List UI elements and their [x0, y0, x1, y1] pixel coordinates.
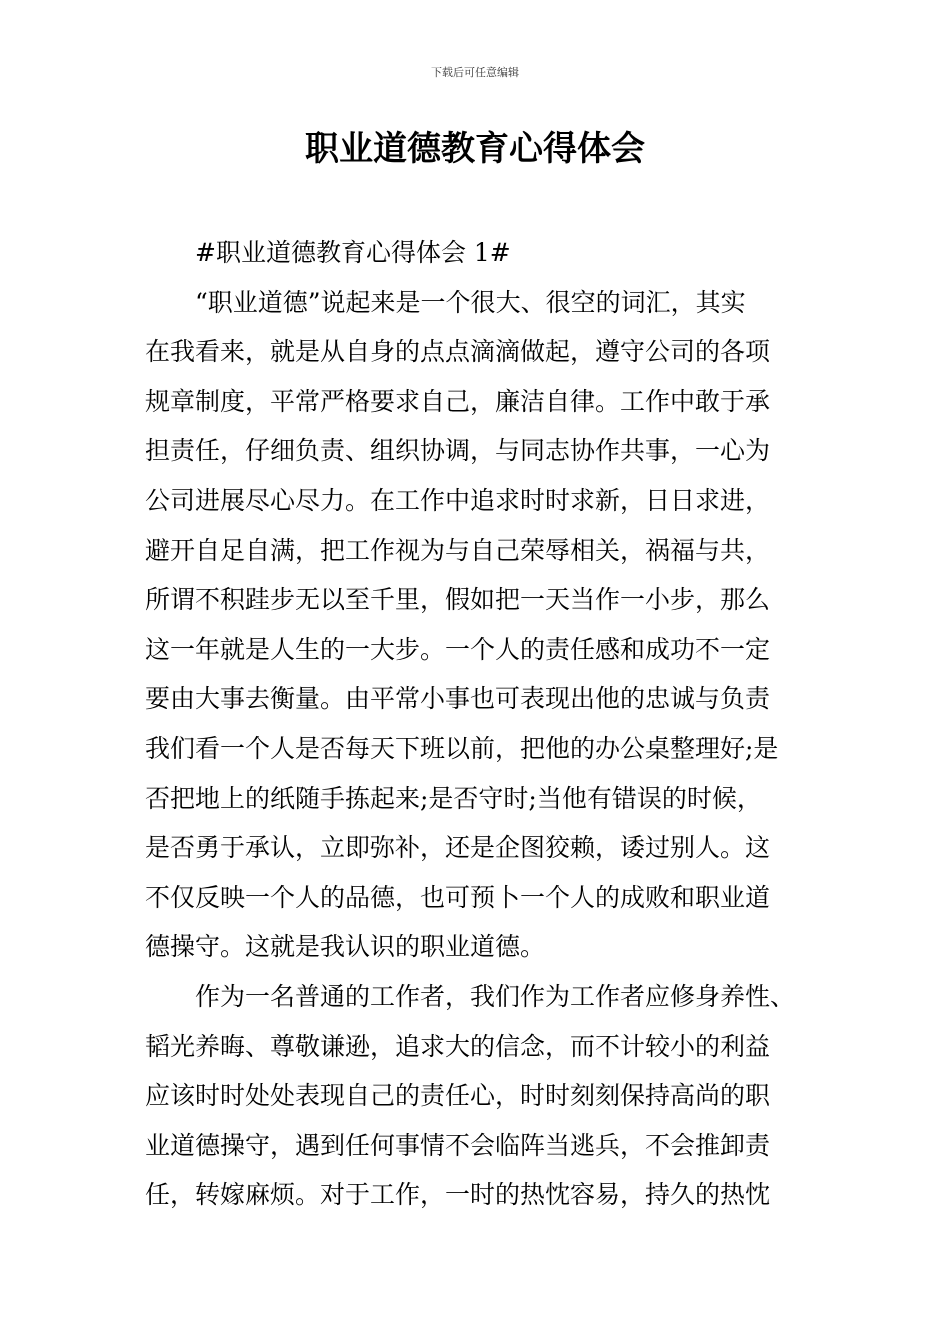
text-line: 任，转嫁麻烦。对于工作，一时的热忱容易，持久的热忱 — [145, 1180, 771, 1210]
text-line: 要由大事去衡量。由平常小事也可表现出他的忠诚与负责 — [145, 684, 771, 714]
document-body — [145, 228, 835, 1220]
text-line: 公司进展尽心尽力。在工作中追求时时求新，日日求进， — [145, 485, 771, 515]
text-line: 所谓不积跬步无以至千里，假如把一天当作一小步，那么 — [145, 585, 771, 615]
text-line: 不仅反映一个人的品德，也可预卜一个人的成败和职业道 — [145, 882, 771, 912]
header-note: 下载后可任意编辑 — [431, 66, 519, 79]
text-line: 是否勇于承认，立即弥补，还是企图狡赖，诿过别人。这 — [145, 833, 771, 863]
text-line: 在我看来，就是从自身的点点滴滴做起，遵守公司的各项 — [145, 337, 771, 367]
text-line: 规章制度，平常严格要求自己，廉洁自律。工作中敢于承 — [145, 386, 771, 416]
text-line: #职业道德教育心得体会 1# — [195, 238, 511, 267]
text-line: 德操守。这就是我认识的职业道德。 — [145, 932, 546, 962]
text-line: 这一年就是人生的一大步。一个人的责任感和成功不一定 — [145, 634, 771, 664]
text-line: 我们看一个人是否每天下班以前，把他的办公桌整理好;是 — [145, 733, 779, 763]
text-line: 避开自足自满，把工作视为与自己荣辱相关，祸福与共， — [145, 535, 771, 565]
text-line: 应该时时处处表现自己的责任心，时时刻刻保持高尚的职 — [145, 1081, 771, 1111]
text-line: 作为一名普通的工作者，我们作为工作者应修身养性、 — [195, 981, 796, 1011]
text-line: 韬光养晦、尊敬谦逊，追求大的信念，而不计较小的利益 — [145, 1031, 771, 1061]
text-line: 担责任，仔细负责、组织协调，与同志协作共事，一心为 — [145, 436, 771, 466]
text-line: 否把地上的纸随手拣起来;是否守时;当他有错误的时候， — [145, 783, 762, 813]
text-line: 业道德操守，遇到任何事情不会临阵当逃兵，不会推卸责 — [145, 1130, 771, 1160]
document-title: 职业道德教育心得体会 — [305, 129, 645, 169]
text-line: “职业道德”说起来是一个很大、很空的词汇，其实 — [195, 287, 746, 317]
